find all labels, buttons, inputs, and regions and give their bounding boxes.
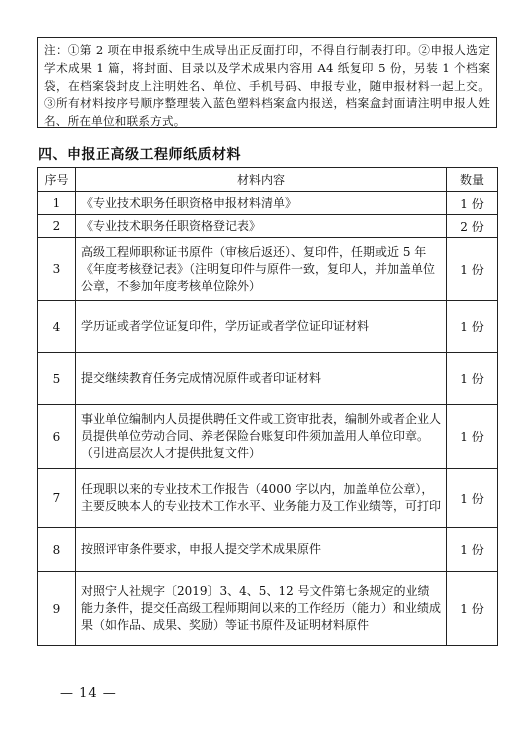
table-row [38,405,498,469]
row-content: 任现职以来的专业技术工作报告（4000 字以内，加盖单位公章），主要反映本人的专业技术工作水平、业务能力及工作业绩等，可打印 [76,469,447,528]
row-num: 3 [38,238,76,301]
row-qty: 1 份 [447,469,498,528]
page-number: — 14 — [60,686,117,701]
table-row [38,572,498,646]
header-content: 材料内容 [76,168,447,192]
row-content: 《专业技术职务任职资格申报材料清单》 [76,192,447,215]
row-content: 《专业技术职务任职资格登记表》 [76,215,447,238]
table-row [38,215,498,238]
row-num: 8 [38,528,76,572]
row-qty: 2 份 [447,215,498,238]
row-num: 4 [38,301,76,353]
table-row [38,353,498,405]
row-num: 1 [38,192,76,215]
row-qty: 1 份 [447,405,498,469]
row-content: 学历证或者学位证复印件，学历证或者学位证印证材料 [76,301,447,353]
row-qty: 1 份 [447,301,498,353]
row-qty: 1 份 [447,238,498,301]
row-num: 7 [38,469,76,528]
row-content: 高级工程师职称证书原件（审核后返还）、复印件，任期或近 5 年《年度考核登记表》（注明复印件与原件一致，复印人，并加盖单位公章，不参加年度考核单位除外） [76,238,447,301]
header-num: 序号 [38,168,76,192]
note-box [37,37,497,128]
materials-table [37,167,498,646]
table-row [38,528,498,572]
row-content: 事业单位编制内人员提供聘任文件或工资审批表，编制外或者企业人员提供单位劳动合同、养老保险台账复印件须加盖用人单位印章。（引进高层次人才提供批复文件） [76,405,447,469]
row-content: 对照宁人社规字〔2019〕3、4、5、12 号文件第七条规定的业绩能力条件，提交任高级工程师期间以来的工作经历（能力）和业绩成果（如作品、成果、奖励）等证书原件及证明材料原件 [76,572,447,646]
row-num: 5 [38,353,76,405]
row-qty: 1 份 [447,353,498,405]
table-row [38,301,498,353]
table-row [38,238,498,301]
row-num: 2 [38,215,76,238]
table-row [38,469,498,528]
section-title: 四、申报正高级工程师纸质材料 [38,147,241,163]
header-qty: 数量 [447,168,498,192]
row-qty: 1 份 [447,572,498,646]
row-content: 按照评审条件要求，申报人提交学术成果原件 [76,528,447,572]
row-qty: 1 份 [447,192,498,215]
row-num: 9 [38,572,76,646]
row-num: 6 [38,405,76,469]
note-text: 注：①第 2 项在申报系统中生成导出正反面打印，不得自行制表打印。②申报人选定学术成果 1 篇，将封面、目录以及学术成果内容用 A4 纸复印 5 份，另装 1 个档案袋，在档案袋封皮上注明姓名、单位、手机号码、申报专业，随申报材料一起上交。③所有材料按序号顺序整理装入蓝色塑料档案盒内报送，档案盒封面请注明申报人姓名、所在单位和联系方式。 [44,43,490,129]
table-header-row [38,168,498,192]
table-row [38,192,498,215]
row-qty: 1 份 [447,528,498,572]
row-content: 提交继续教育任务完成情况原件或者印证材料 [76,353,447,405]
